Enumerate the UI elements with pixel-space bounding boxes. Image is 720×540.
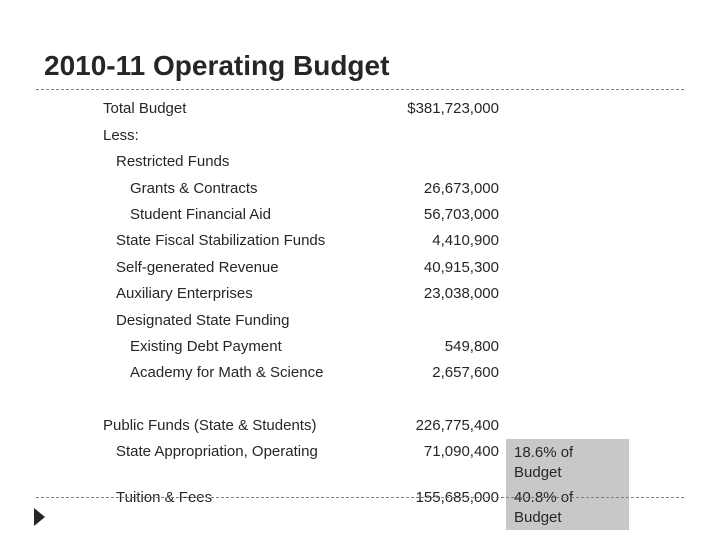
row-amount: 2,657,600 [432, 364, 499, 381]
budget-row-public-funds [0, 417, 720, 439]
percentage-state-appropriation [514, 443, 573, 483]
percentage-value: 40.8% of [514, 489, 574, 506]
budget-row-state-appropriation [0, 443, 720, 465]
title-divider [36, 89, 684, 90]
row-amount: 4,410,900 [432, 232, 499, 249]
budget-row-tuition [0, 489, 720, 511]
row-label: Academy for Math & Science [130, 364, 324, 381]
row-label: Auxiliary Enterprises [116, 285, 253, 302]
budget-row-restricted-funds [0, 153, 720, 175]
row-label: Self-generated Revenue [116, 259, 279, 276]
percentage-unit: Budget [514, 509, 562, 526]
budget-row-academy [0, 364, 720, 386]
budget-row-less [0, 127, 720, 149]
slide-title: 2010-11 Operating Budget [44, 50, 390, 81]
budget-row-debt [0, 338, 720, 360]
budget-row-grants [0, 180, 720, 202]
footer-divider [36, 497, 684, 498]
row-label: Public Funds (State & Students) [103, 417, 317, 434]
row-label: Restricted Funds [116, 153, 230, 170]
next-slide-icon[interactable] [34, 508, 45, 526]
row-label: Less: [103, 127, 139, 144]
row-label: Student Financial Aid [130, 206, 271, 223]
row-label: State Fiscal Stabilization Funds [116, 232, 326, 249]
row-amount: $381,723,000 [407, 100, 499, 117]
budget-row-auxiliary [0, 285, 720, 307]
percentage-tuition [514, 488, 573, 528]
row-label: Tuition & Fees [116, 489, 213, 506]
row-amount: 226,775,400 [415, 417, 499, 434]
row-amount: 40,915,300 [423, 259, 499, 276]
percentage-unit: Budget [514, 464, 562, 481]
budget-row-total [0, 100, 720, 122]
row-label: Grants & Contracts [130, 180, 258, 197]
budget-row-student-aid [0, 206, 720, 228]
row-label: Existing Debt Payment [130, 338, 282, 355]
row-amount: 23,038,000 [423, 285, 499, 302]
row-label: State Appropriation, Operating [116, 443, 318, 460]
row-amount: 155,685,000 [415, 489, 499, 506]
row-amount: 26,673,000 [423, 180, 499, 197]
row-amount: 549,800 [444, 338, 499, 355]
row-amount: 56,703,000 [423, 206, 499, 223]
percentage-value: 18.6% of [514, 444, 574, 461]
budget-row-self-generated [0, 259, 720, 281]
row-amount: 71,090,400 [423, 443, 499, 460]
budget-row-stabilization [0, 232, 720, 254]
row-label: Total Budget [103, 100, 187, 117]
row-label: Designated State Funding [116, 312, 290, 329]
budget-row-designated [0, 312, 720, 334]
